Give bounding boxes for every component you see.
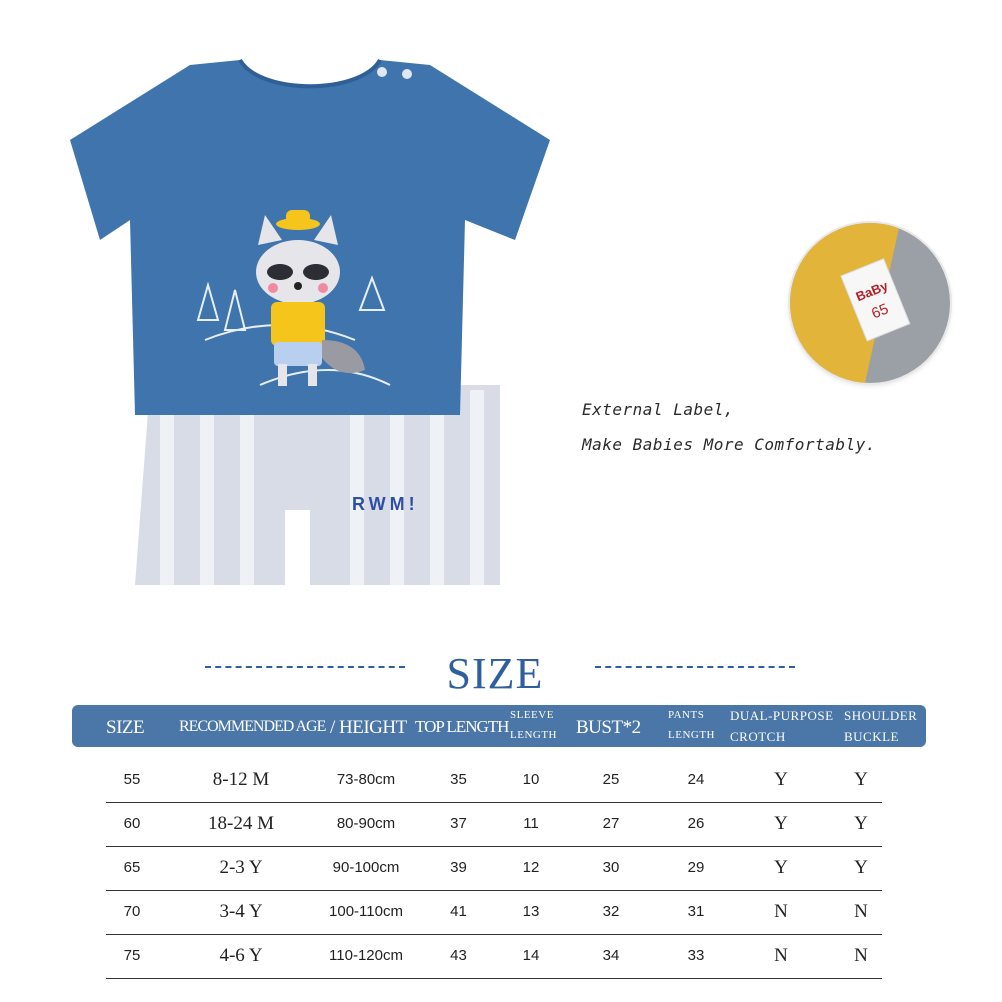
t-shirt <box>70 60 550 415</box>
table-row <box>106 846 882 891</box>
caption-line-2: Make Babies More Comfortably. <box>582 435 876 454</box>
cell-size: 60 <box>123 815 141 832</box>
cell-crotch: Y <box>774 813 788 834</box>
header-pants-2: LENGTH <box>668 729 715 741</box>
cell-crotch: Y <box>774 857 788 878</box>
title-divider-right <box>595 666 795 668</box>
header-shoulder-2: BUCKLE <box>844 729 899 744</box>
cell-crotch: Y <box>774 769 788 790</box>
cell-height: 90-100cm <box>332 859 400 876</box>
cell-shoulder: Y <box>854 769 868 790</box>
cell-top: 41 <box>450 903 467 920</box>
header-bust: BUST*2 <box>576 717 641 738</box>
cell-pants: 33 <box>687 947 705 964</box>
header-sleeve-1: SLEEVE <box>510 709 554 721</box>
header-crotch-1: DUAL-PURPOSE <box>730 708 834 723</box>
cell-top: 35 <box>450 771 467 788</box>
cell-top: 39 <box>450 859 467 876</box>
header-height: / HEIGHT <box>330 717 407 738</box>
cell-shoulder: Y <box>854 857 868 878</box>
cell-size: 65 <box>123 859 141 876</box>
cell-shoulder: N <box>854 945 868 966</box>
header-sleeve-2: LENGTH <box>510 729 557 741</box>
size-chart-header <box>72 705 926 747</box>
cell-size: 75 <box>123 947 141 964</box>
header-crotch-2: CROTCH <box>730 729 786 744</box>
cell-height: 100-110cm <box>329 903 403 920</box>
cell-pants: 29 <box>687 859 705 876</box>
tag-brand: BaBy <box>853 277 891 305</box>
header-top-length: TOP LENGTH <box>415 717 509 736</box>
cell-bust: 27 <box>602 815 620 832</box>
cell-top: 43 <box>450 947 467 964</box>
caption-line-1: External Label, <box>582 400 734 419</box>
label-closeup <box>790 223 950 383</box>
cell-height: 80-90cm <box>336 815 396 832</box>
title-divider-left <box>205 666 405 668</box>
cell-bust: 25 <box>602 771 620 788</box>
cell-crotch: N <box>774 901 788 922</box>
cell-height: 110-120cm <box>329 947 403 964</box>
cell-bust: 30 <box>602 859 620 876</box>
cell-pants: 31 <box>687 903 705 920</box>
cell-height: 73-80cm <box>336 771 396 788</box>
cell-age: 3-4 Y <box>219 901 263 922</box>
cell-crotch: N <box>774 945 788 966</box>
shorts-print: RWM! <box>352 494 419 514</box>
product-photo <box>60 40 560 600</box>
tag-size: 65 <box>869 300 891 323</box>
cell-bust: 34 <box>602 947 620 964</box>
table-row <box>106 934 882 979</box>
header-pants-1: PANTS <box>668 709 705 721</box>
cell-sleeve: 13 <box>522 903 540 920</box>
header-size: SIZE <box>106 717 145 738</box>
table-row <box>106 802 882 847</box>
size-chart-title: SIZE <box>446 649 544 698</box>
table-row <box>106 890 882 935</box>
cell-age: 18-24 M <box>208 813 274 834</box>
cell-shoulder: N <box>854 901 868 922</box>
cell-sleeve: 10 <box>522 771 540 788</box>
cell-pants: 24 <box>687 771 705 788</box>
cell-shoulder: Y <box>854 813 868 834</box>
cell-bust: 32 <box>602 903 620 920</box>
cell-age: 8-12 M <box>212 769 270 790</box>
cell-sleeve: 12 <box>522 859 540 876</box>
cell-size: 55 <box>123 771 141 788</box>
label-closeup-image <box>790 223 950 383</box>
cell-top: 37 <box>450 815 467 832</box>
cell-pants: 26 <box>687 815 705 832</box>
header-shoulder-1: SHOULDER <box>844 708 918 723</box>
cell-age: 2-3 Y <box>219 857 263 878</box>
cell-age: 4-6 Y <box>219 945 263 966</box>
cell-sleeve: 11 <box>523 815 539 832</box>
table-row <box>106 758 882 803</box>
header-age: RECOMMENDED AGE <box>179 718 326 735</box>
cell-size: 70 <box>123 903 141 920</box>
cell-sleeve: 14 <box>522 947 540 964</box>
